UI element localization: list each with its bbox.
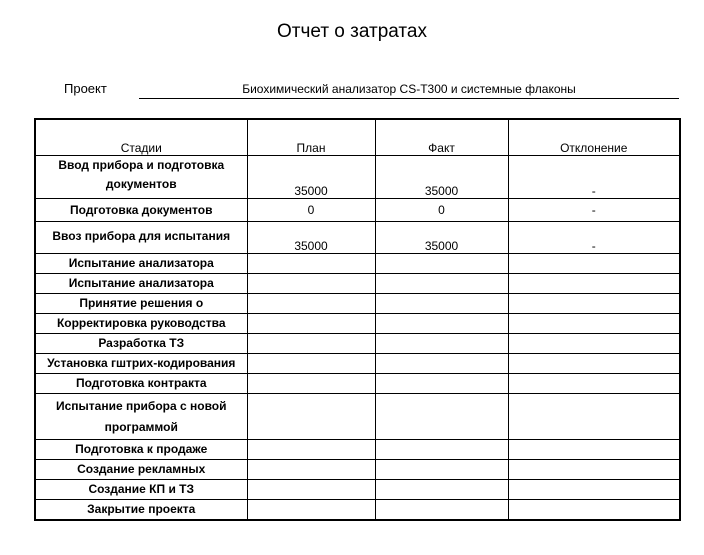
table-row	[35, 314, 680, 334]
stage-cell: Испытание анализатора	[35, 254, 247, 274]
table-row	[35, 394, 680, 440]
stage-cell: Корректировка руководства	[35, 314, 247, 334]
plan-cell	[247, 334, 375, 354]
table-row	[35, 500, 680, 521]
stage-cell: Испытание прибора с новой программой	[35, 394, 247, 440]
stage-cell: Установка гштрих-кодирования	[35, 354, 247, 374]
deviation-cell	[508, 460, 680, 480]
fact-cell	[375, 374, 508, 394]
table-row	[35, 374, 680, 394]
project-label: Проект	[64, 81, 107, 96]
cost-table	[34, 118, 681, 521]
stage-cell: Ввод прибора и подготовка документов	[35, 156, 247, 199]
fact-cell	[375, 314, 508, 334]
deviation-cell	[508, 480, 680, 500]
deviation-cell: -	[508, 222, 680, 254]
deviation-cell: -	[508, 199, 680, 222]
plan-cell	[247, 460, 375, 480]
table-row	[35, 480, 680, 500]
stage-cell: Ввоз прибора для испытания	[35, 222, 247, 254]
plan-cell	[247, 480, 375, 500]
fact-cell	[375, 500, 508, 521]
fact-cell	[375, 334, 508, 354]
fact-cell: 0	[375, 199, 508, 222]
stage-cell: Испытание анализатора	[35, 274, 247, 294]
fact-cell	[375, 294, 508, 314]
table-row	[35, 334, 680, 354]
deviation-cell	[508, 394, 680, 440]
header-stages: Стадии	[35, 119, 247, 156]
stage-cell: Подготовка документов	[35, 199, 247, 222]
table-row	[35, 354, 680, 374]
fact-cell	[375, 480, 508, 500]
deviation-cell	[508, 500, 680, 521]
table-row	[35, 254, 680, 274]
plan-cell	[247, 294, 375, 314]
deviation-cell	[508, 314, 680, 334]
stage-cell: Создание рекламных	[35, 460, 247, 480]
table-row	[35, 199, 680, 222]
plan-cell: 35000	[247, 222, 375, 254]
plan-cell: 35000	[247, 156, 375, 199]
fact-cell: 35000	[375, 156, 508, 199]
stage-cell: Подготовка к продаже	[35, 440, 247, 460]
fact-cell: 35000	[375, 222, 508, 254]
deviation-cell	[508, 274, 680, 294]
table-row	[35, 294, 680, 314]
table-row	[35, 440, 680, 460]
deviation-cell	[508, 374, 680, 394]
plan-cell	[247, 394, 375, 440]
project-value: Биохимический анализатор CS-T300 и системные флаконы	[242, 82, 576, 96]
header-fact: Факт	[375, 119, 508, 156]
header-plan: План	[247, 119, 375, 156]
deviation-cell	[508, 254, 680, 274]
project-underline	[139, 98, 679, 99]
deviation-cell	[508, 440, 680, 460]
table-row	[35, 156, 680, 199]
plan-cell	[247, 314, 375, 334]
header-deviation: Отклонение	[508, 119, 680, 156]
plan-cell	[247, 440, 375, 460]
plan-cell	[247, 254, 375, 274]
deviation-cell	[508, 354, 680, 374]
stage-cell: Принятие решения о	[35, 294, 247, 314]
stage-cell: Закрытие проекта	[35, 500, 247, 521]
fact-cell	[375, 440, 508, 460]
table-row	[35, 460, 680, 480]
plan-cell	[247, 500, 375, 521]
deviation-cell: -	[508, 156, 680, 199]
fact-cell	[375, 274, 508, 294]
fact-cell	[375, 460, 508, 480]
stage-cell: Разработка ТЗ	[35, 334, 247, 354]
deviation-cell	[508, 334, 680, 354]
table-row	[35, 222, 680, 254]
table-row	[35, 274, 680, 294]
fact-cell	[375, 394, 508, 440]
fact-cell	[375, 354, 508, 374]
plan-cell: 0	[247, 199, 375, 222]
stage-cell: Подготовка контракта	[35, 374, 247, 394]
plan-cell	[247, 374, 375, 394]
deviation-cell	[508, 294, 680, 314]
plan-cell	[247, 354, 375, 374]
page-title: Отчет о затратах	[277, 21, 427, 42]
fact-cell	[375, 254, 508, 274]
plan-cell	[247, 274, 375, 294]
table-header-row	[35, 119, 680, 156]
stage-cell: Создание КП и ТЗ	[35, 480, 247, 500]
